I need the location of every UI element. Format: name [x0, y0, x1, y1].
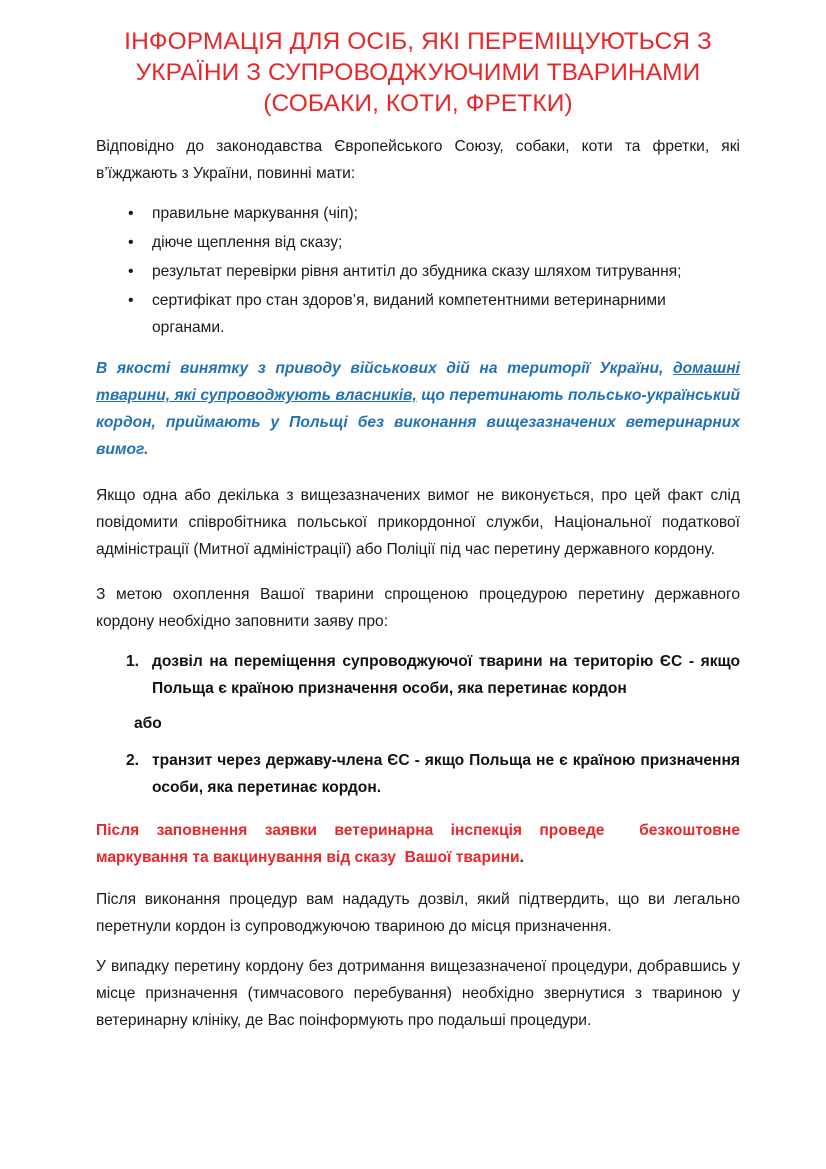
title-line-1: ІНФОРМАЦІЯ ДЛЯ ОСІБ, ЯКІ ПЕРЕМІЩУЮТЬСЯ З — [124, 28, 712, 55]
exception-note-underlined: домашні тварини, які супроводжують власників, — [96, 360, 740, 404]
list-item — [96, 200, 740, 227]
list-item-label: правильне маркування (чіп); — [152, 205, 359, 222]
bullet-icon: • — [128, 205, 134, 222]
list-item-label: дозвіл на переміщення супроводжуючої тварини на територію ЄС - якщо Польща є країною призначення особи, яка перетинає кордон — [152, 653, 740, 697]
exception-note — [96, 355, 740, 463]
exception-note-part-2: що перетинають польсько-український кордон, приймають у Польщі без виконання вищезазначених ветеринарних вимог. — [96, 387, 740, 458]
exception-note-part-1: В якості винятку з приводу військових дій на території України, — [96, 360, 673, 377]
free-service-notice — [96, 817, 745, 871]
alternative-label: або — [134, 715, 162, 732]
no-procedure-case-paragraph: У випадку перетину кордону без дотримання вищезазначеної процедури, добравшись у місце призначення (тимчасового перебування) необхідно звернутися з твариною у ветеринарну клініку, де Вас поінформують про подальші процедури. — [96, 958, 740, 1029]
list-item-marker: 1. — [126, 653, 140, 670]
list-item — [96, 648, 740, 702]
free-service-notice-text: Після заповнення заявки ветеринарна інспекція проведе безкоштовне маркування та вакцинування від сказу Вашої тварини — [96, 822, 745, 866]
list-item-label: діюче щеплення від сказу; — [152, 234, 343, 251]
title-line-2: УКРАЇНИ З СУПРОВОДЖУЮЧИМИ ТВАРИНАМИ — [135, 59, 701, 86]
after-procedure-paragraph: Після виконання процедур вам нададуть дозвіл, який підтвердить, що ви легально перетнули кордон із супроводжуючою твариною до місця призначення. — [96, 891, 740, 935]
page-title — [96, 26, 740, 119]
list-item — [96, 258, 740, 285]
application-options-list-first — [96, 648, 740, 702]
requirements-list — [96, 200, 740, 341]
list-item — [96, 747, 740, 801]
list-item — [96, 287, 740, 341]
list-item-marker: 2. — [126, 752, 140, 769]
bullet-icon: • — [128, 234, 134, 251]
list-item-label: транзит через державу-члена ЄС - якщо Польща не є країною призначення особи, яка перетинає кордон. — [152, 752, 740, 796]
notify-paragraph: Якщо одна або декілька з вищезазначених вимог не виконується, про цей факт слід повідомити співробітника польської прикордонної служби, Національної податкової адміністрації (Митної адміністрації) або Поліції під час перетину державного кордону. — [96, 487, 740, 558]
list-item — [96, 229, 740, 256]
application-options-list-second — [96, 747, 740, 801]
free-service-notice-period: . — [519, 849, 524, 866]
bullet-icon: • — [128, 263, 134, 280]
bullet-icon: • — [128, 292, 134, 309]
list-item-label: сертифікат про стан здоров’я, виданий компетентними ветеринарними органами. — [152, 292, 666, 336]
intro-paragraph: Відповідно до законодавства Європейського Союзу, собаки, коти та фретки, які в’їжджають з України, повинні мати: — [96, 138, 740, 182]
title-line-3: (СОБАКИ, КОТИ, ФРЕТКИ) — [263, 90, 573, 117]
application-lead-paragraph: З метою охоплення Вашої тварини спрощеною процедурою перетину державного кордону необхідно заповнити заяву про: — [96, 586, 740, 630]
list-item-label: результат перевірки рівня антитіл до збудника сказу шляхом титрування; — [152, 263, 682, 280]
